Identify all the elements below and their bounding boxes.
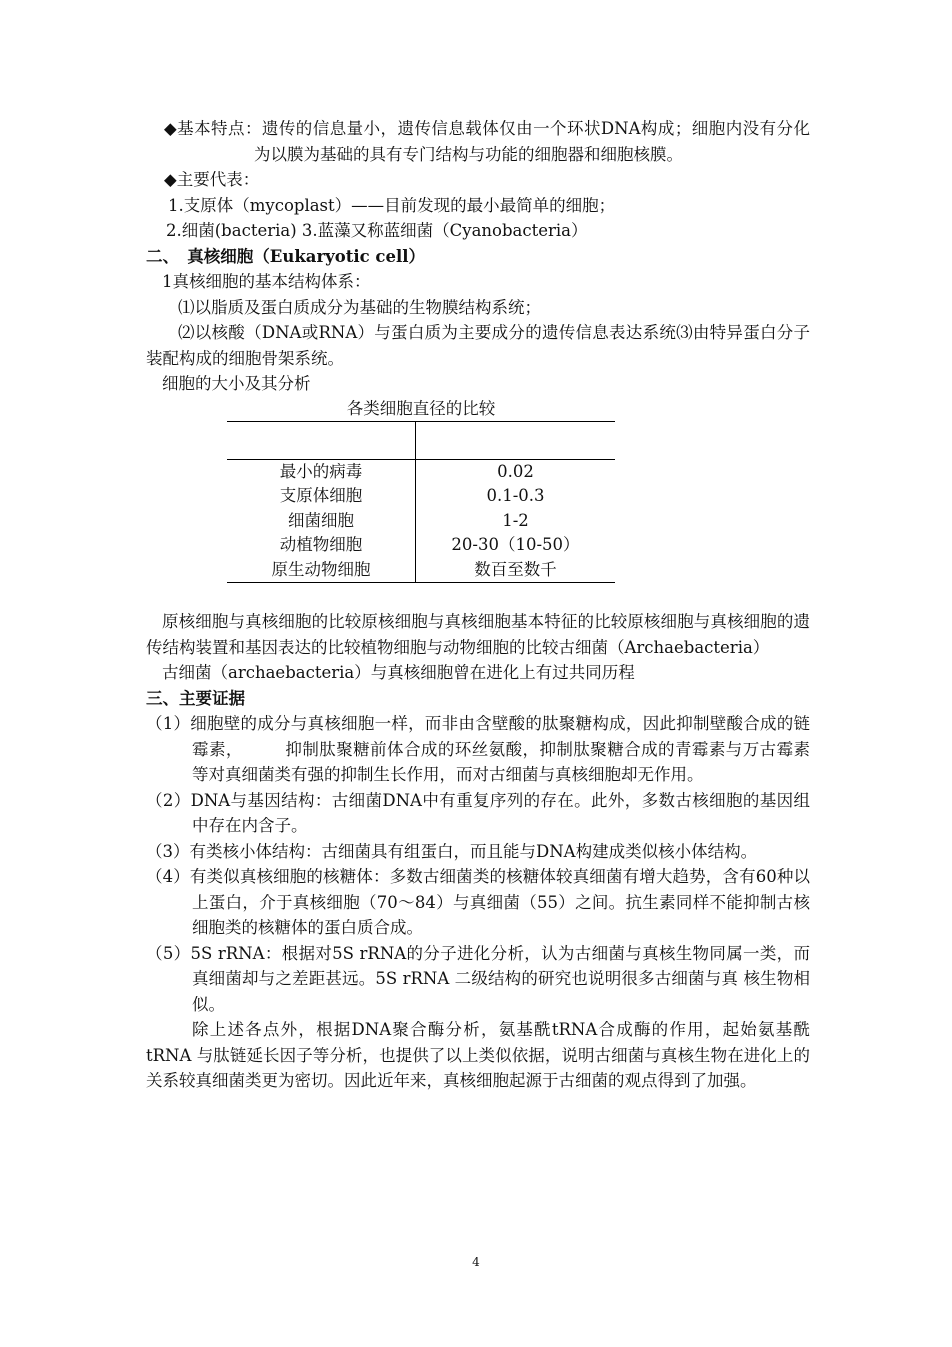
evidence-conclusion: 除上述各点外，根据DNA聚合酶分析，氨基酰tRNA合成酶的作用，起始氨基酰tRNA 与肽链延长因子等分析，也提供了以上类似依据，说明古细菌与真核生物在进化上的关系较真细菌类更为密切。因此近年来，真核细胞起源于古细菌的观点得到了加强。 — [146, 1020, 810, 1091]
spacer — [146, 583, 810, 609]
cell-type-name: 原生动物细胞 — [227, 558, 416, 583]
cell-type-name: 最小的病毒 — [227, 459, 416, 484]
evidence-list — [146, 711, 810, 1017]
header-cell-empty — [416, 421, 616, 459]
representative-2: 2.细菌(bacteria) 3.蓝藻又称蓝细菌（Cyanobacteria） — [166, 221, 588, 240]
cell-diameter-value: 1-2 — [502, 510, 529, 530]
comparison-paragraph: 原核细胞与真核细胞的比较原核细胞与真核细胞基本特征的比较原核细胞与真核细胞的遗传结构装置和基因表达的比较植物细胞与动物细胞的比较古细菌（Archaebacteria） — [146, 612, 810, 657]
representative-1: 1.支原体（mycoplast）——目前发现的最小最简单的细胞； — [168, 195, 616, 215]
section-heading-evidence: 三、主要证据 — [146, 688, 245, 708]
table-row — [227, 484, 615, 509]
evidence-item: （3）有类核小体结构：古细菌具有组蛋白，而且能与DNA构建成类似核小体结构。 — [146, 841, 758, 861]
table-row — [227, 509, 615, 534]
table-row — [227, 533, 615, 558]
cell-size-heading: 细胞的大小及其分析 — [162, 374, 311, 393]
table-header-row — [227, 421, 615, 459]
evidence-item: （2）DNA与基因结构：古细菌DNA中有重复序列的存在。此外，多数古核细胞的基因组中存在内含子。 — [146, 790, 810, 836]
eukaryotic-structure-intro: 1真核细胞的基本结构体系： — [162, 272, 371, 291]
cell-type-name: 细菌细胞 — [227, 509, 416, 534]
diameter-table — [227, 421, 615, 584]
evidence-item: （5）5S rRNA：根据对5S rRNA的分子进化分析，认为古细菌与真核生物同属一类，而真细菌却与之差距甚远。5S rRNA 二级结构的研究也说明很多古细菌与真 核生物相似。 — [146, 943, 810, 1014]
table-row — [227, 459, 615, 484]
page-number: 4 — [472, 1255, 480, 1269]
cell-type-name: 动植物细胞 — [227, 533, 416, 558]
main-representatives-label: ◆主要代表： — [164, 170, 260, 189]
evidence-item: （1）细胞壁的成分与真核细胞一样，而非由含壁酸的肽聚糖构成，因此抑制壁酸合成的链霉素， 抑制肽聚糖前体合成的环丝氨酸，抑制肽聚糖合成的青霉素与万古霉素等对真细菌类有强的抑制生长作用，而对古细菌与真核细胞却无作用。 — [146, 714, 810, 785]
archaebacteria-statement: 古细菌（archaebacteria）与真核细胞曾在进化上有过共同历程 — [162, 663, 635, 683]
cell-type-name: 支原体细胞 — [227, 484, 416, 509]
header-cell-empty — [227, 421, 416, 459]
genetic-and-cytoskeleton-items: ⑵以核酸（DNA或RNA）与蛋白质为主要成分的遗传信息表达系统⑶由特异蛋白分子装配构成的细胞骨架系统。 — [146, 323, 810, 368]
section-heading-eukaryotic: 二、 真核细胞（Eukaryotic cell） — [146, 246, 425, 266]
cell-diameter-table — [227, 397, 615, 584]
table-caption: 各类细胞直径的比较 — [346, 398, 496, 418]
cell-diameter-value: 20-30（10-50） — [451, 535, 580, 555]
cell-diameter-value: 0.1-0.3 — [486, 486, 545, 506]
cell-diameter-value: 数百至数千 — [416, 558, 616, 583]
basic-features-paragraph: ◆基本特点：遗传的信息量小，遗传信息载体仅由一个环状DNA构成；细胞内没有分化为以膜为基础的具有专门结构与功能的细胞器和细胞核膜。 — [164, 119, 810, 164]
table-row — [227, 558, 615, 583]
membrane-system-item: ⑴以脂质及蛋白质成分为基础的生物膜结构系统； — [178, 297, 541, 317]
cell-diameter-value: 0.02 — [416, 459, 616, 484]
page-content — [146, 116, 810, 1094]
evidence-item: （4）有类似真核细胞的核糖体：多数古细菌类的核糖体较真细菌有增大趋势，含有60种以上蛋白，介于真核细胞（70～84）与真细菌（55）之间。抗生素同样不能抑制古核细胞类的核糖体的蛋白质合成。 — [146, 867, 810, 938]
